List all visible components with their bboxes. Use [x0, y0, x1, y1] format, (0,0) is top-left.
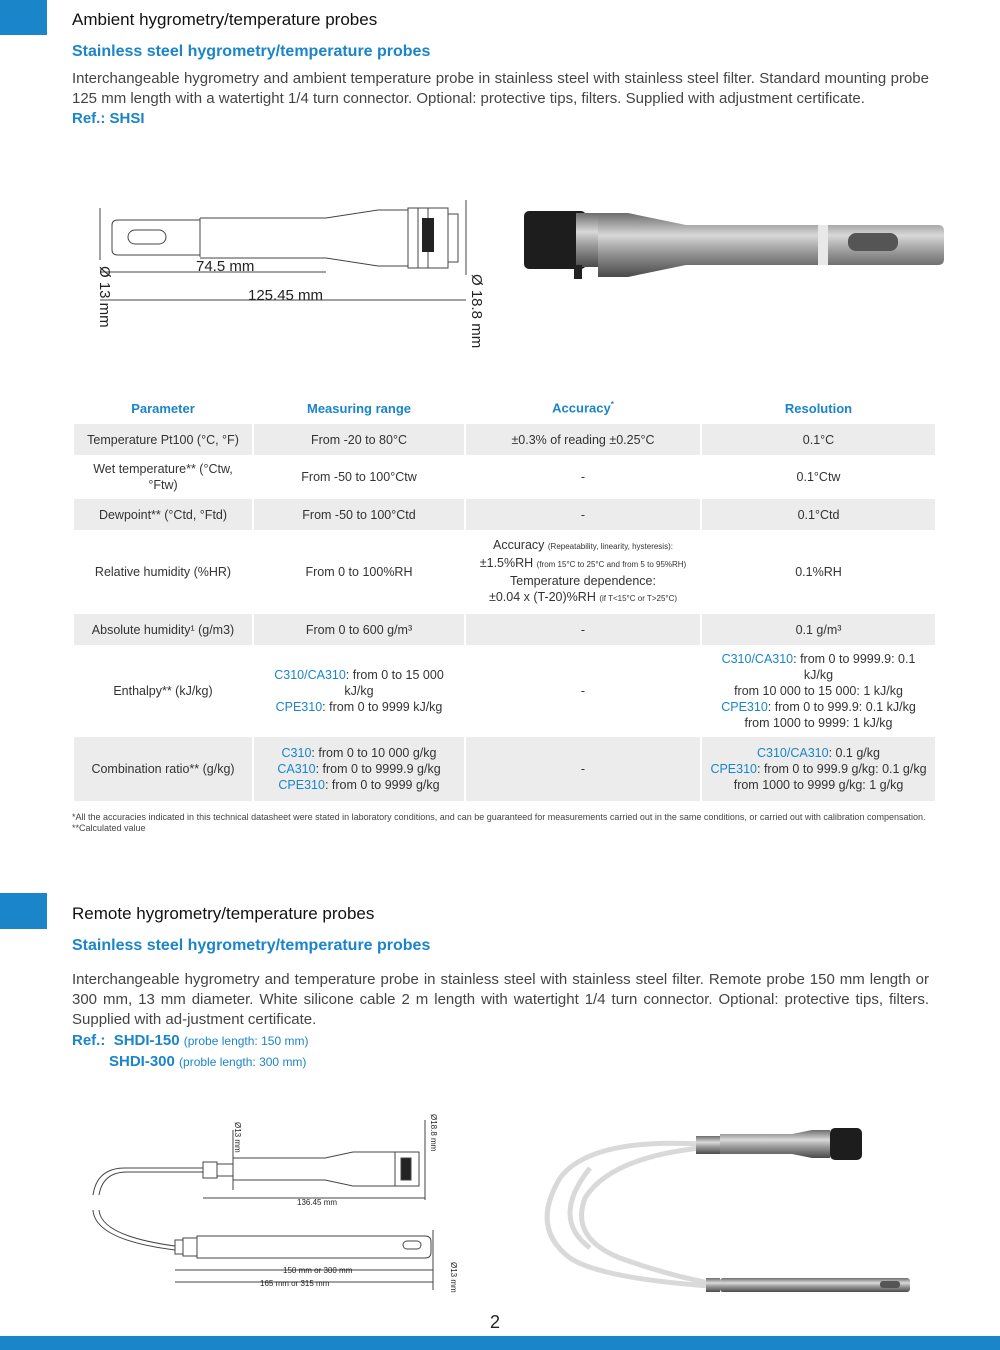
- table-cell: From 0 to 600 g/m³: [254, 614, 464, 647]
- section-subtitle: Stainless steel hygrometry/temperature probes: [72, 937, 431, 954]
- table-cell: From 0 to 100%RH: [254, 532, 464, 614]
- specification-table: [72, 392, 937, 803]
- dimension-label: Ø18.8 mm: [429, 1114, 438, 1152]
- table-row: [74, 647, 935, 737]
- table-cell: 0.1°Ctw: [702, 457, 935, 499]
- probe-drawing: [88, 200, 498, 360]
- footer-bar: [0, 1336, 1000, 1350]
- table-cell: Accuracy (Repeatability, linearity, hysteresis): ±1.5%RH (from 15°C to 25°C and from 5 to 95%RH) Temperature dependence: ±0.04 x (T-20)%RH (if T<15°C or T>25°C): [466, 532, 700, 614]
- column-header: Resolution: [784, 400, 853, 416]
- table-cell: C310/CA310: 0.1 g/kg CPE310: from 0 to 999.9 g/kg: 0.1 g/kg from 1000 to 9999 g/kg: 1 g/kg: [702, 737, 935, 803]
- column-header: Measuring range: [306, 400, 412, 416]
- table-row: [74, 499, 935, 532]
- column-header: Accuracy*: [552, 400, 614, 416]
- table-row: [74, 457, 935, 499]
- table-cell: 0.1°C: [702, 424, 935, 457]
- remote-probe-drawing: [85, 1110, 485, 1305]
- table-cell: 0.1%RH: [702, 532, 935, 614]
- table-row: [74, 424, 935, 457]
- table-cell: -: [466, 499, 700, 532]
- table-cell: Combination ratio** (g/kg): [74, 737, 252, 803]
- dimension-label: Ø 18.8 mm: [468, 274, 485, 349]
- table-cell: Temperature Pt100 (°C, °F): [74, 424, 252, 457]
- column-header: Parameter: [131, 400, 195, 416]
- section-tab-marker: [0, 0, 47, 35]
- table-cell: From -50 to 100°Ctd: [254, 499, 464, 532]
- table-cell: Absolute humidity¹ (g/m3): [74, 614, 252, 647]
- section-title: Ambient hygrometry/temperature probes: [72, 10, 378, 29]
- dimension-label: 74.5 mm: [196, 258, 255, 275]
- section-subtitle: Stainless steel hygrometry/temperature probes: [72, 43, 431, 60]
- dimension-label: Ø13 mm: [449, 1262, 458, 1293]
- table-cell: C310: from 0 to 10 000 g/kg CA310: from 0 to 9999.9 g/kg CPE310: from 0 to 9999 g/kg: [254, 737, 464, 803]
- table-cell: Dewpoint** (°Ctd, °Ftd): [74, 499, 252, 532]
- table-cell: Enthalpy** (kJ/kg): [74, 647, 252, 737]
- product-ref: Ref.: SHSI: [72, 110, 145, 127]
- table-cell: Relative humidity (%HR): [74, 532, 252, 614]
- table-cell: C310/CA310: from 0 to 9999.9: 0.1 kJ/kg from 10 000 to 15 000: 1 kJ/kg CPE310: from 0 to 999.9: 0.1 kJ/kg from 1000 to 9999: 1 kJ/kg: [702, 647, 935, 737]
- dimension-label: 125.45 mm: [248, 287, 324, 304]
- table-row: [74, 614, 935, 647]
- dimension-label: 150 mm or 300 mm: [283, 1266, 353, 1275]
- section-description: Interchangeable hygrometry and temperature probe in stainless steel with stainless steel filter. Remote probe 150 mm length or 300 mm, 13 mm diameter. White silicone cable 2 m length with watertight 1/4 turn connector. Optional: protective tips, filters. Supplied with ad-justment certificate.: [72, 971, 929, 1028]
- page-number: 2: [490, 1312, 501, 1332]
- dimension-label: 165 mm or 315 mm: [260, 1279, 330, 1288]
- table-cell: From -20 to 80°C: [254, 424, 464, 457]
- section-title: Remote hygrometry/temperature probes: [72, 904, 375, 923]
- table-cell: From -50 to 100°Ctw: [254, 457, 464, 499]
- table-cell: C310/CA310: from 0 to 15 000 kJ/kg CPE310: from 0 to 9999 kJ/kg: [254, 647, 464, 737]
- section-description: Interchangeable hygrometry and ambient temperature probe in stainless steel with stainless steel filter. Standard mounting probe 125 mm length with a watertight 1/4 turn connector. Optional: protective tips, filters. Supplied with adjustment certificate.: [72, 70, 929, 107]
- table-cell: Wet temperature** (°Ctw, °Ftw): [74, 457, 252, 499]
- table-header-row: [74, 392, 935, 424]
- table-cell: -: [466, 737, 700, 803]
- product-ref: SHDI-300 (proble length: 300 mm): [109, 1053, 307, 1070]
- dimension-label: Ø 13 mm: [96, 266, 113, 328]
- product-ref: Ref.: SHDI-150 (probe length: 150 mm): [72, 1032, 309, 1049]
- remote-probe-photo: [530, 1118, 920, 1308]
- table-row: [74, 737, 935, 803]
- table-cell: ±0.3% of reading ±0.25°C: [466, 424, 700, 457]
- table-cell: -: [466, 647, 700, 737]
- table-cell: 0.1 g/m³: [702, 614, 935, 647]
- table-cell: 0.1°Ctd: [702, 499, 935, 532]
- dimension-label: 136.45 mm: [297, 1198, 338, 1207]
- table-row: [74, 532, 935, 614]
- table-cell: -: [466, 614, 700, 647]
- table-cell: -: [466, 457, 700, 499]
- dimension-label: Ø13 mm: [233, 1122, 242, 1153]
- footnote: **Calculated value: [72, 823, 146, 833]
- section-tab-marker: [0, 893, 47, 929]
- footnote: *All the accuracies indicated in this technical datasheet were stated in laboratory conditions, and can be guaranteed for measurements carried out in the same conditions, or carried out with calibration compensation.: [72, 812, 926, 822]
- probe-photo: [518, 205, 948, 285]
